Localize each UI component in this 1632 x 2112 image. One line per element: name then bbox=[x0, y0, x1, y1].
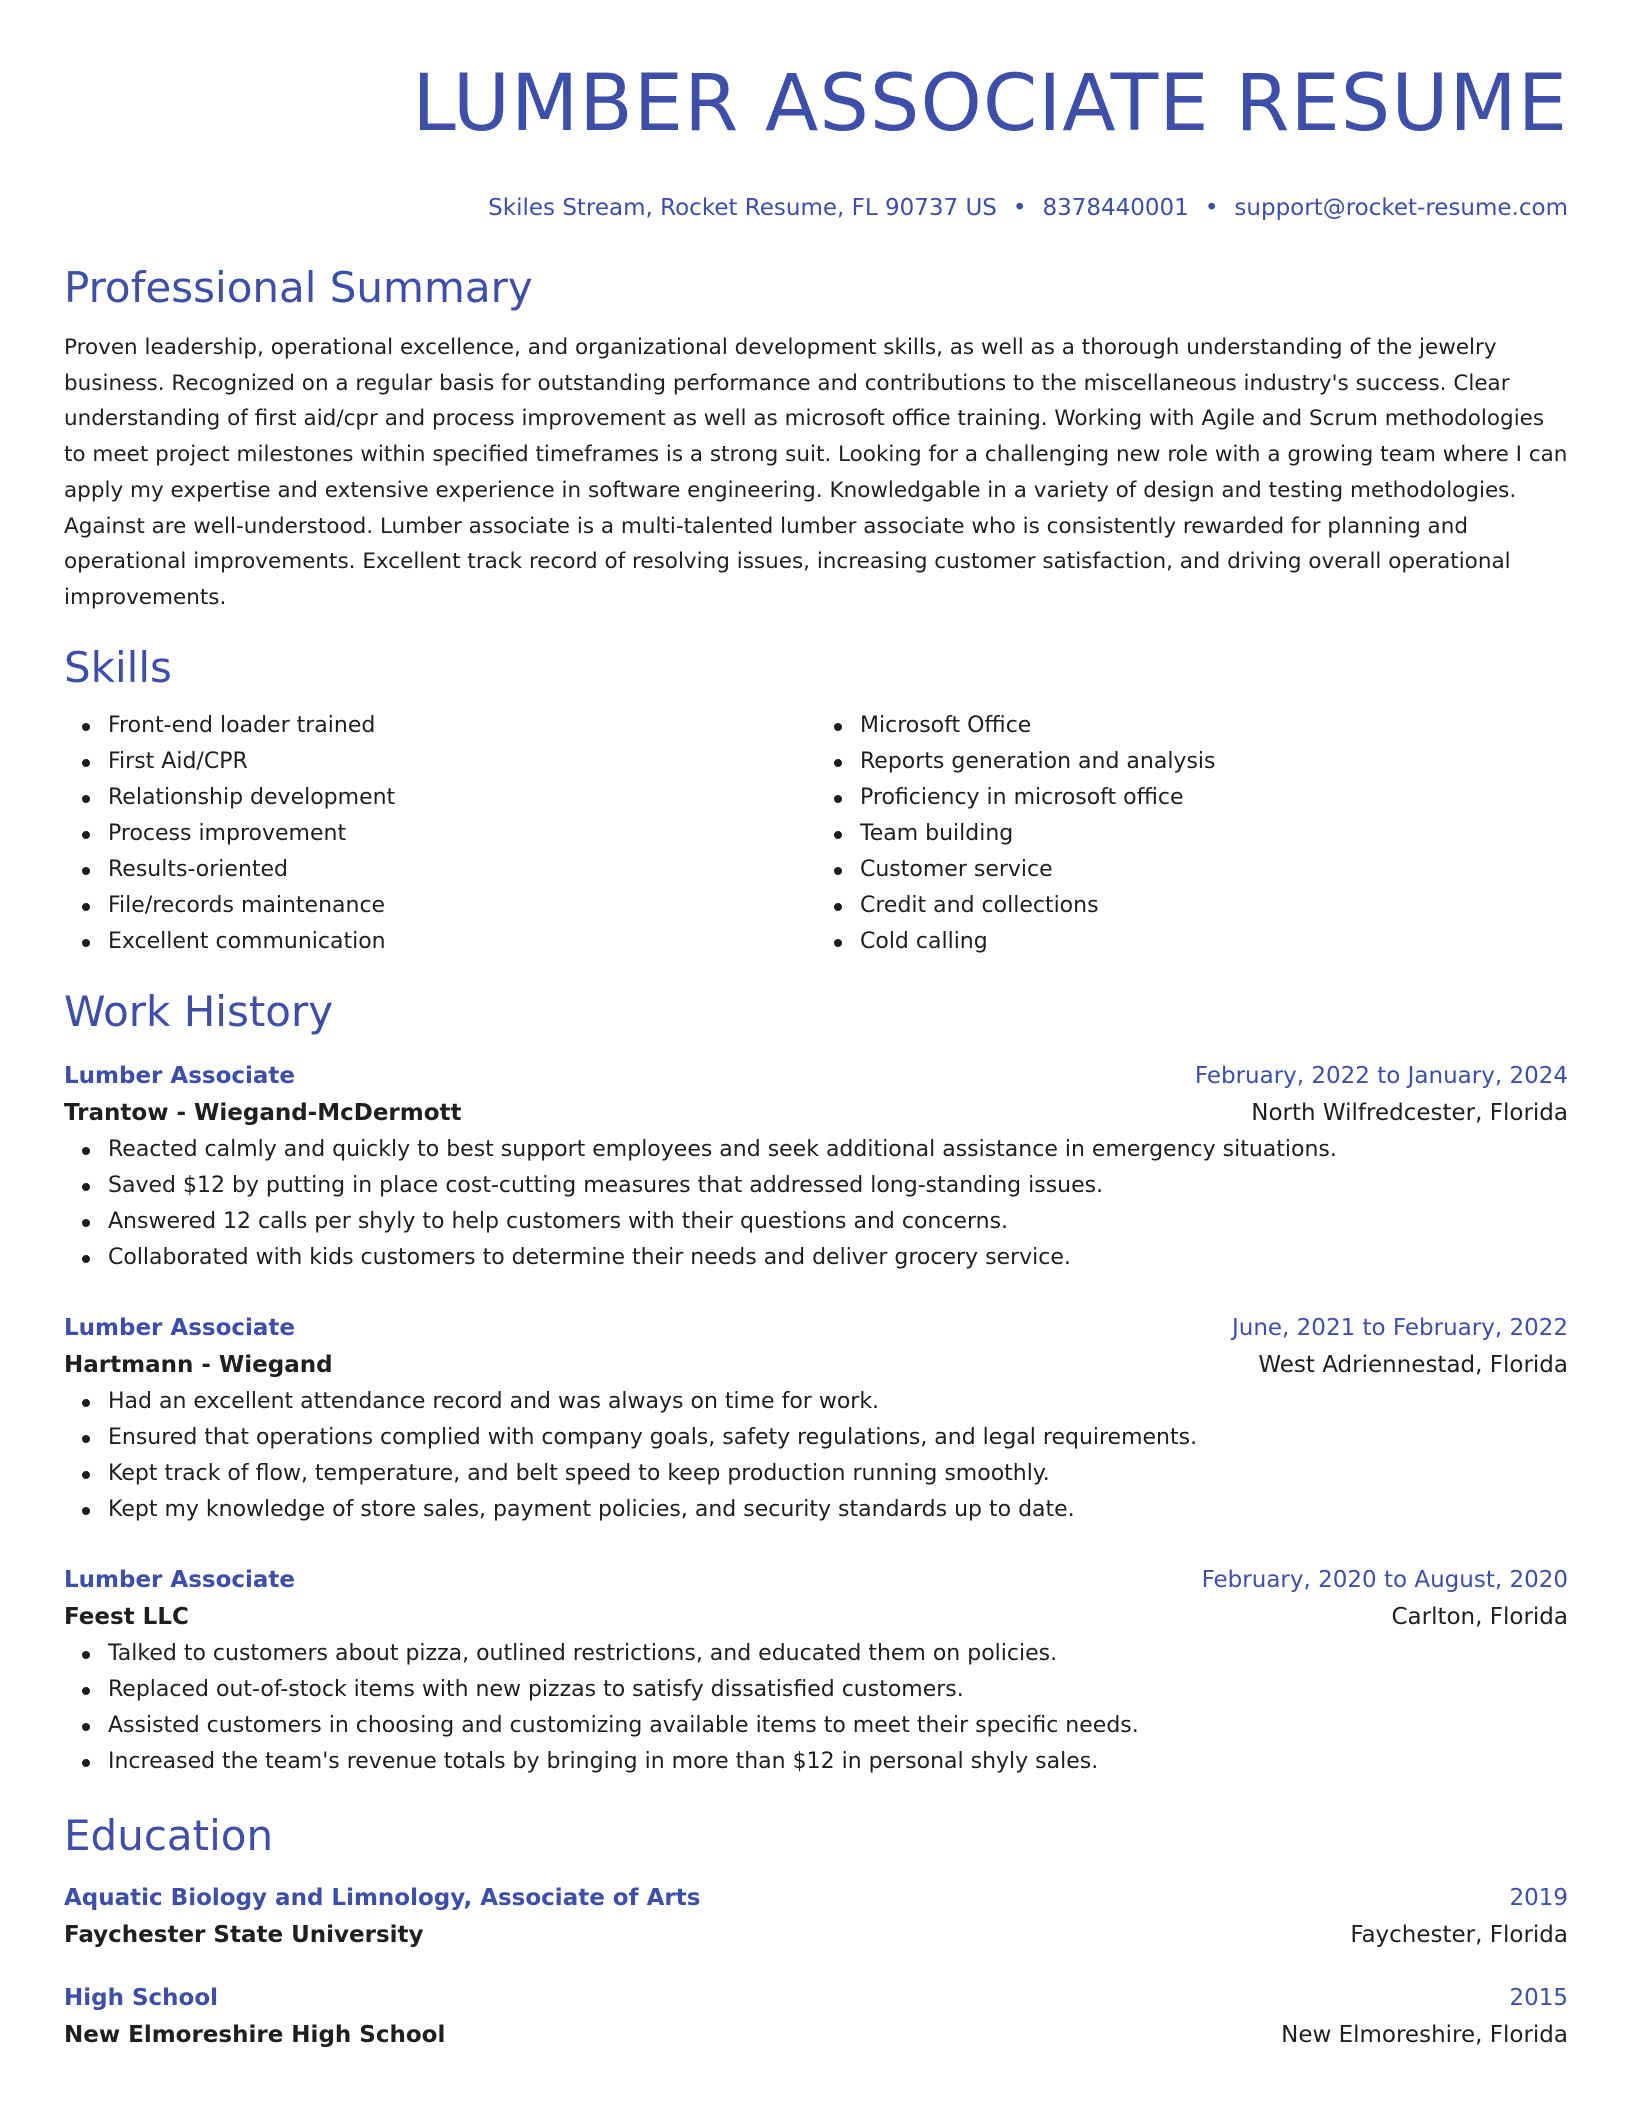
contact-email[interactable]: support@rocket-resume.com bbox=[1234, 195, 1568, 221]
contact-separator: • bbox=[1204, 195, 1219, 221]
job-duties bbox=[64, 1384, 1568, 1528]
job-duty-item: Saved $12 by putting in place cost-cutting measures that addressed long-standing issues. bbox=[108, 1168, 1568, 1204]
resume-title: LUMBER ASSOCIATE RESUME bbox=[412, 59, 1568, 149]
contact-address: Skiles Stream, Rocket Resume, FL 90737 US bbox=[488, 195, 997, 221]
job-duty-item: Kept track of flow, temperature, and belt speed to keep production running smoothly. bbox=[108, 1456, 1568, 1492]
job-title: Lumber Associate bbox=[64, 1314, 296, 1341]
education-heading: Education bbox=[64, 1810, 274, 1860]
skill-item: Front-end loader trained bbox=[108, 708, 816, 744]
job-dates: June, 2021 to February, 2022 bbox=[1231, 1314, 1568, 1341]
skill-item: Process improvement bbox=[108, 816, 816, 852]
skills-column-right bbox=[816, 708, 1568, 960]
job-entry bbox=[64, 1310, 1568, 1528]
job-title: Lumber Associate bbox=[64, 1062, 296, 1089]
job-duty-item: Answered 12 calls per shyly to help customers with their questions and concerns. bbox=[108, 1204, 1568, 1240]
skills-list bbox=[64, 708, 1568, 960]
education-entry bbox=[64, 1980, 1568, 2054]
job-entry bbox=[64, 1562, 1568, 1780]
skills-column-left bbox=[64, 708, 816, 960]
skill-item: Credit and collections bbox=[860, 888, 1568, 924]
job-entry bbox=[64, 1058, 1568, 1276]
school-name: Faychester State University bbox=[64, 1921, 424, 1948]
employer-name: Trantow - Wiegand-McDermott bbox=[64, 1099, 462, 1126]
skill-item: Excellent communication bbox=[108, 924, 816, 960]
skills-heading: Skills bbox=[64, 642, 172, 692]
degree-name: Aquatic Biology and Limnology, Associate of Arts bbox=[64, 1884, 701, 1911]
degree-name: High School bbox=[64, 1984, 219, 2011]
graduation-year: 2015 bbox=[1509, 1984, 1568, 2011]
skill-item: File/records maintenance bbox=[108, 888, 816, 924]
job-dates: February, 2020 to August, 2020 bbox=[1201, 1566, 1568, 1593]
employer-name: Feest LLC bbox=[64, 1603, 189, 1630]
job-duty-item: Assisted customers in choosing and customizing available items to meet their specific needs. bbox=[108, 1708, 1568, 1744]
school-name: New Elmoreshire High School bbox=[64, 2021, 446, 2048]
contact-separator: • bbox=[1012, 195, 1027, 221]
skill-item: First Aid/CPR bbox=[108, 744, 816, 780]
job-title: Lumber Associate bbox=[64, 1566, 296, 1593]
skill-item: Team building bbox=[860, 816, 1568, 852]
job-location: North Wilfredcester, Florida bbox=[1251, 1099, 1568, 1126]
job-duties bbox=[64, 1636, 1568, 1780]
job-duty-item: Replaced out-of-stock items with new pizzas to satisfy dissatisfied customers. bbox=[108, 1672, 1568, 1708]
job-location: West Adriennestad, Florida bbox=[1258, 1351, 1568, 1378]
skill-item: Microsoft Office bbox=[860, 708, 1568, 744]
skill-item: Reports generation and analysis bbox=[860, 744, 1568, 780]
contact-line bbox=[64, 192, 1568, 224]
school-location: Faychester, Florida bbox=[1350, 1921, 1568, 1948]
education-entry bbox=[64, 1880, 1568, 1954]
job-duty-item: Reacted calmly and quickly to best support employees and seek additional assistance in emergency situations. bbox=[108, 1132, 1568, 1168]
job-duty-item: Ensured that operations complied with company goals, safety regulations, and legal requirements. bbox=[108, 1420, 1568, 1456]
contact-phone[interactable]: 8378440001 bbox=[1042, 195, 1189, 221]
job-duty-item: Kept my knowledge of store sales, payment policies, and security standards up to date. bbox=[108, 1492, 1568, 1528]
work-history-heading: Work History bbox=[64, 986, 334, 1036]
skill-item: Customer service bbox=[860, 852, 1568, 888]
graduation-year: 2019 bbox=[1509, 1884, 1568, 1911]
school-location: New Elmoreshire, Florida bbox=[1281, 2021, 1568, 2048]
summary-text: Proven leadership, operational excellence, and organizational development skills, as well as a thorough understanding of the jewelry business. Recognized on a regular basis for outstanding performance and contributions to the miscellaneous industry's success. Clear understanding of first aid/cpr and process improvement as well as microsoft office training. Working with Agile and Scrum methodologies to meet project milestones within specified timeframes is a strong suit. Looking for a challenging new role with a growing team where I can apply my expertise and extensive experience in software engineering. Knowledgable in a variety of design and testing methodologies. Against are well-understood. Lumber associate is a multi-talented lumber associate who is consistently rewarded for planning and operational improvements. Excellent track record of resolving issues, increasing customer satisfaction, and driving overall operational improvements. bbox=[64, 335, 1568, 610]
employer-name: Hartmann - Wiegand bbox=[64, 1351, 333, 1378]
skill-item: Proficiency in microsoft office bbox=[860, 780, 1568, 816]
job-duties bbox=[64, 1132, 1568, 1276]
job-location: Carlton, Florida bbox=[1391, 1603, 1568, 1630]
skill-item: Results-oriented bbox=[108, 852, 816, 888]
job-dates: February, 2022 to January, 2024 bbox=[1194, 1062, 1568, 1089]
job-duty-item: Had an excellent attendance record and was always on time for work. bbox=[108, 1384, 1568, 1420]
job-duty-item: Talked to customers about pizza, outlined restrictions, and educated them on policies. bbox=[108, 1636, 1568, 1672]
skill-item: Relationship development bbox=[108, 780, 816, 816]
skill-item: Cold calling bbox=[860, 924, 1568, 960]
job-duty-item: Collaborated with kids customers to determine their needs and deliver grocery service. bbox=[108, 1240, 1568, 1276]
summary-heading: Professional Summary bbox=[64, 263, 533, 312]
job-duty-item: Increased the team's revenue totals by bringing in more than $12 in personal shyly sales. bbox=[108, 1744, 1568, 1780]
